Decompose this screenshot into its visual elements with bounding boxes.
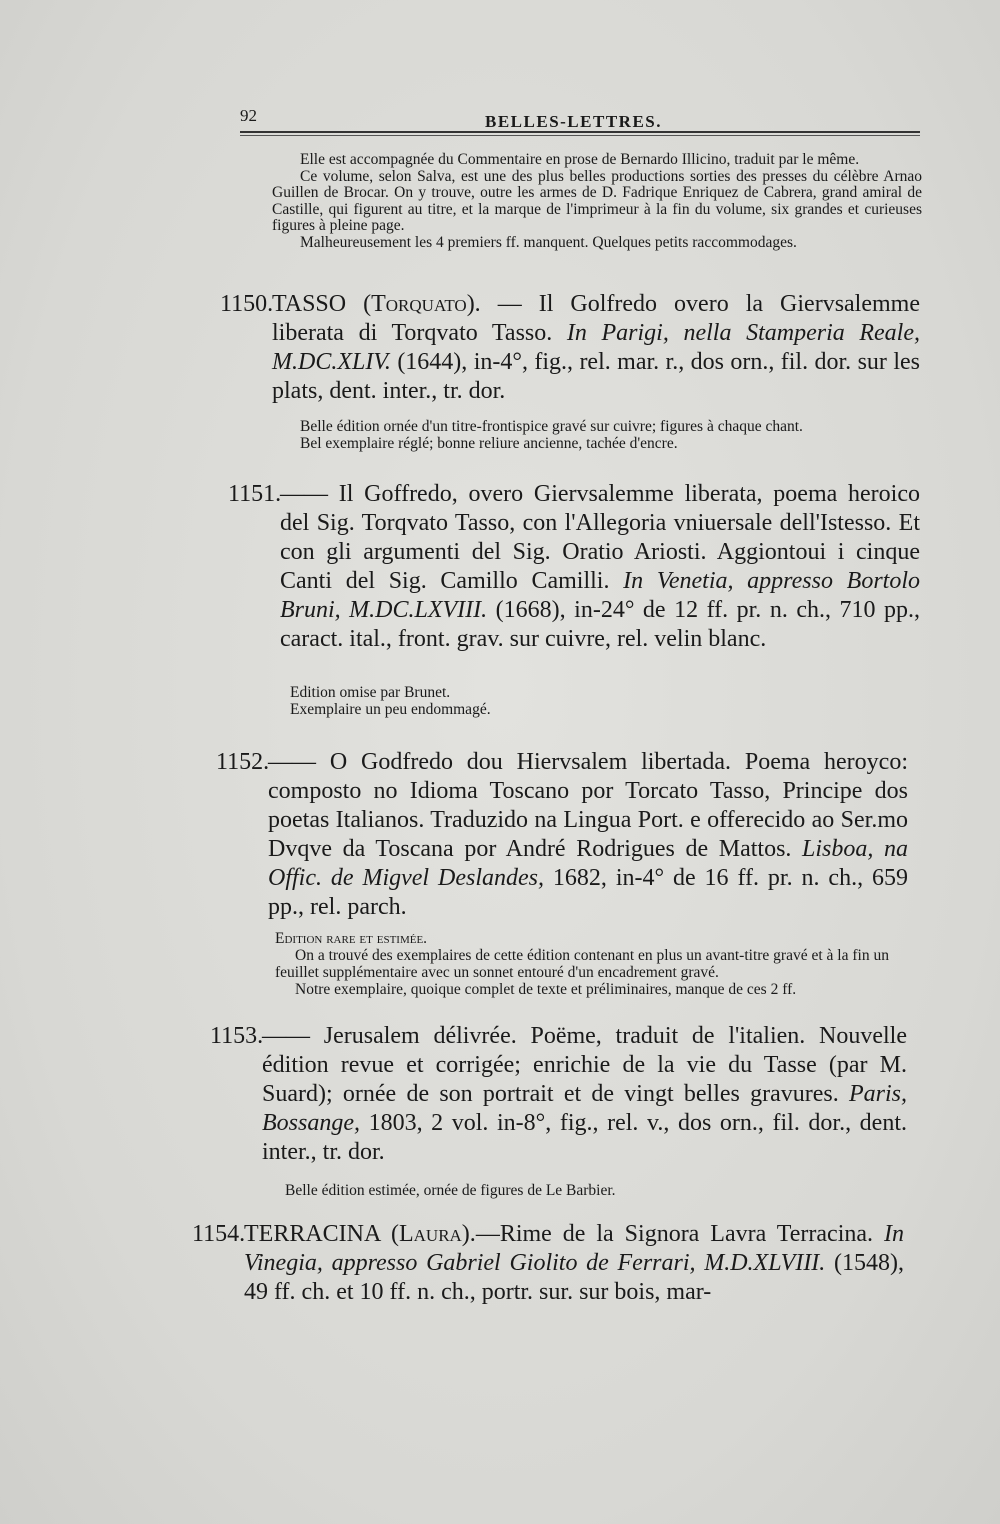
running-head: BELLES-LETTRES.: [485, 112, 662, 131]
entry-number: 1153.: [210, 1023, 264, 1049]
entry-title: —— Jerusalem délivrée. Poëme, traduit de l'italien. Nouvelle édition revue et corrigée; enrichie de la vie du Tasse (par M. Suard); ornée de son portrait et de vingt belles gravures.: [262, 1023, 907, 1107]
entry-author: TERRACINA: [244, 1221, 381, 1247]
entry-1153: [210, 1022, 907, 1167]
note-line: Edition omise par Brunet.: [290, 684, 451, 701]
entry-imprint: Paris, Bossange,: [262, 1081, 907, 1136]
header-rule: [240, 131, 920, 133]
entry-description: (1644), in-4°, fig., rel. mar. r., dos orn., fil. dor. sur les plats, dent. inter., tr. dor.: [272, 349, 920, 404]
entry-author: TASSO: [272, 291, 347, 317]
intro-note-p3: Malheureusement les 4 premiers ff. manquent. Quelques petits raccommodages.: [300, 233, 797, 251]
entry-1153-note: [285, 1182, 925, 1199]
entry-1154: [192, 1220, 905, 1307]
entry-description: (1548), 49 ff. ch. et 10 ff. n. ch., portr. sur. sur bois, mar-: [244, 1250, 905, 1305]
note-line: Belle édition ornée d'un titre-frontispice gravé sur cuivre; figures à chaque chant.: [300, 418, 803, 435]
entry-number: 1151.: [228, 481, 282, 507]
page-number: 92: [240, 106, 257, 125]
entry-number: 1152.: [216, 749, 270, 775]
entry-1152-note: [275, 930, 910, 998]
entry-imprint: In Venetia, appresso Bortolo Bruni, M.DC.LXVIII.: [280, 568, 920, 623]
entry-number: 1150.: [220, 291, 274, 317]
intro-note-p1: Elle est accompagnée du Commentaire en prose de Bernardo Illicino, traduit par le même.: [300, 151, 860, 168]
entry-title: —Rime de la Signora Lavra Terracina.: [475, 1221, 884, 1247]
note-line: On a trouvé des exemplaires de cette édition contenant en plus un avant-titre gravé et à la fin un feuillet supplémentaire avec un sonnet entouré d'un encadrement gravé.: [275, 947, 889, 981]
entry-1151-note: [290, 684, 930, 718]
entry-title: —— O Godfredo dou Hiervsalem libertada. Poema heroyco: composto no Idioma Toscano por Torcato Tasso, Principe dos poetas Italianos. Traduzido na Lingua Port. e offerecido ao Ser.mo Dvqve da Toscana por André Rodrigues de Mattos.: [268, 749, 908, 862]
entry-description: 1803, 2 vol. in-8°, fig., rel. v., dos orn., fil. dor., dent. inter., tr. dor.: [262, 1110, 907, 1165]
page-header: [240, 106, 920, 136]
entry-1152: [216, 748, 909, 922]
note-line: Belle édition estimée, ornée de figures de Le Barbier.: [285, 1182, 616, 1199]
entry-imprint: In Vinegia, appresso Gabriel Giolito de Ferrari, M.D.XLVIII.: [244, 1221, 904, 1276]
intro-note-p2: Ce volume, selon Salva, est une des plus belles productions sorties des presses du célèbre Arnao Guillen de Brocar. On y trouve, outre les armes de D. Fadrique Enriquez de Cabrera, grand amiral de Castille, qui figurent au titre, et la marque de l'imprimeur à la fin du volume, six grandes et curieuses figures à pleine page.: [272, 167, 922, 234]
entry-description: (1668), in-24° de 12 ff. pr. n. ch., 710 pp., caract. ital., front. grav. sur cuivre, rel. velin blanc.: [280, 597, 920, 652]
note-line: Bel exemplaire réglé; bonne reliure ancienne, tachée d'encre.: [300, 435, 678, 452]
header-rule-thin: [240, 135, 920, 136]
entry-1150-note: [300, 418, 940, 452]
entry-author-forename: (Torquato).: [363, 291, 481, 317]
entry-number: 1154.: [192, 1221, 246, 1247]
entry-1151: [228, 480, 920, 654]
note-heading: Edition rare et estimée.: [275, 930, 428, 947]
entry-imprint: Lisboa, na Offic. de Migvel Deslandes,: [268, 836, 909, 891]
entry-title: —— Il Goffredo, overo Giervsalemme liberata, poema heroico del Sig. Torqvato Tasso, con l'Allegoria vniuersale dell'Istesso. Et con gli argumenti del Sig. Oratio Ariosti. Aggiontoui i cinque Canti del Sig. Camillo Camilli.: [280, 481, 920, 594]
note-line: Exemplaire un peu endommagé.: [290, 701, 491, 718]
entry-description: 1682, in-4° de 16 ff. pr. n. ch., 659 pp., rel. parch.: [268, 865, 908, 920]
note-line: Notre exemplaire, quoique complet de texte et préliminaires, manque de ces 2 ff.: [295, 981, 797, 998]
entry-imprint: In Parigi, nella Stamperia Reale, M.DC.XLIV.: [272, 320, 920, 375]
intro-note: [272, 152, 922, 251]
entry-author-forename: (Laura).: [390, 1221, 476, 1247]
entry-title: — Il Golfredo overo la Giervsalemme liberata di Torqvato Tasso.: [272, 291, 920, 346]
entry-1150: [220, 290, 920, 406]
